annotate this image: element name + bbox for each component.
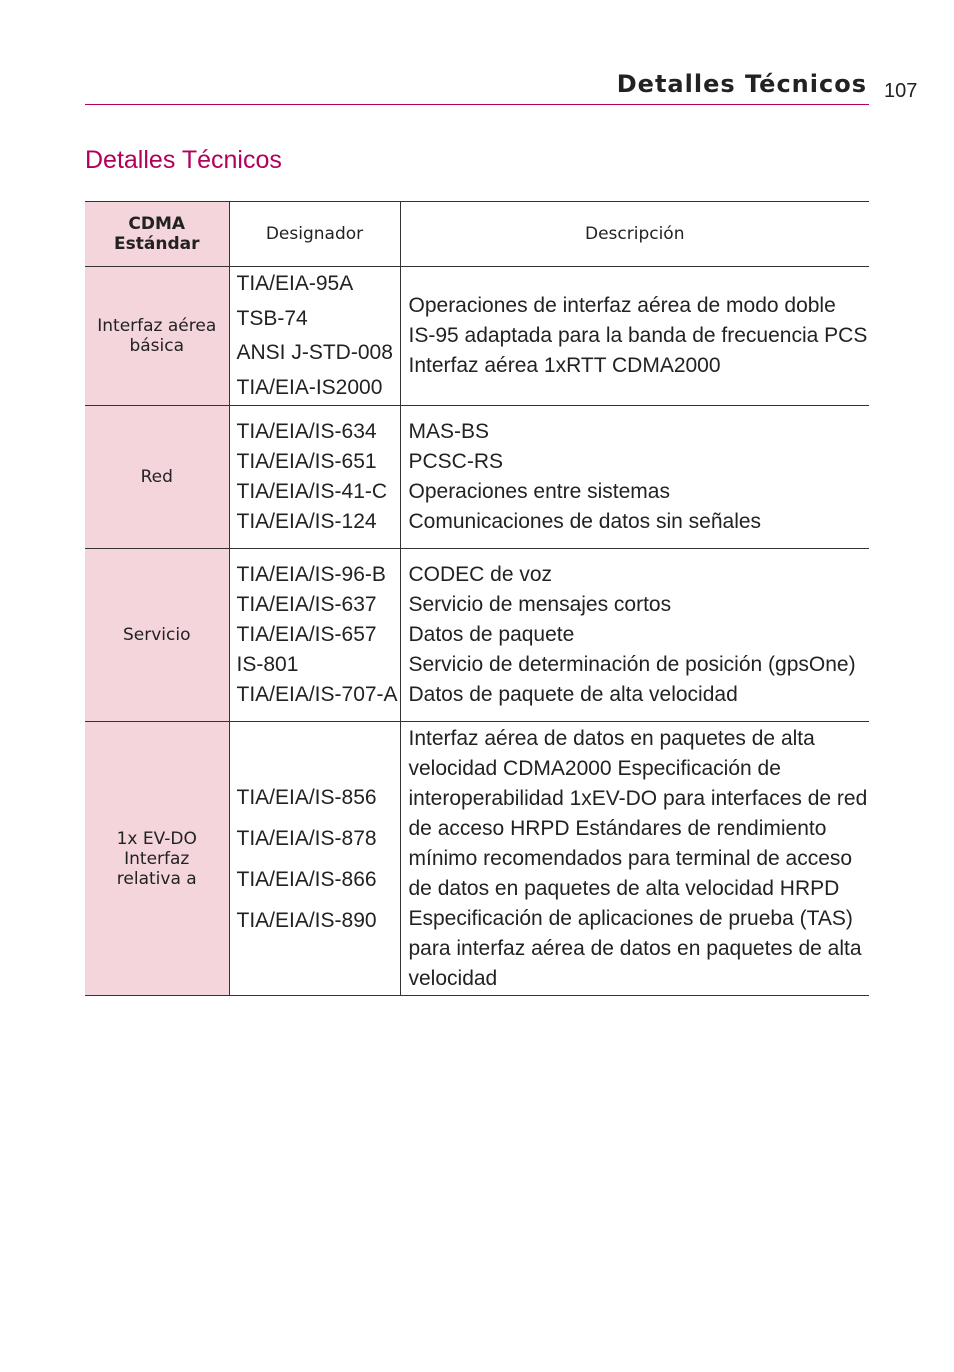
designator-item: IS-801	[236, 653, 299, 676]
page-number: 107	[884, 80, 918, 102]
category-line: Red	[140, 467, 173, 487]
description-item: IS-95 adaptada para la banda de frecuencia PCS	[408, 324, 868, 347]
designator-item: TIA/EIA/IS-890	[236, 908, 377, 932]
category-line: relativa a	[116, 868, 197, 889]
category-cell	[85, 722, 229, 996]
designator-item: TIA/EIA/IS-637	[236, 593, 377, 616]
header-designator: Designador	[229, 202, 400, 267]
category-cell	[85, 406, 229, 549]
designator-cell	[229, 549, 400, 722]
description-item: CODEC de voz	[408, 563, 553, 586]
category-line: Interfaz aérea	[97, 316, 217, 336]
category-line: Servicio	[123, 625, 191, 645]
description-item: Servicio de determinación de posición (gpsOne)	[408, 653, 856, 676]
description-cell	[400, 549, 869, 722]
description-item: Datos de paquete	[408, 623, 575, 646]
description-paragraph: Interfaz aérea de datos en paquetes de alta velocidad CDMA2000 Especificación de interoperabilidad 1xEV-DO para interfaces de red de acceso HRPD Estándares de rendimiento mínimo recomendados para terminal de acceso de datos en paquetes de alta velocidad HRPD Especificación de aplicaciones de prueba (TAS) para interfaz aérea de datos en paquetes de alta velocidad	[408, 726, 868, 990]
designator-item: TIA/EIA/IS-707-A	[236, 683, 398, 706]
header-cdma-standard	[85, 202, 229, 267]
running-title: Detalles Técnicos	[616, 70, 867, 98]
technical-specs-table	[85, 201, 869, 996]
description-cell	[400, 267, 869, 406]
description-cell	[400, 406, 869, 549]
category-line: 1x EV-DO	[116, 828, 197, 849]
designator-item: TIA/EIA/IS-124	[236, 510, 377, 533]
category-line: Interfaz	[124, 848, 190, 869]
running-header	[85, 66, 869, 105]
designator-item: TSB-74	[236, 306, 308, 330]
designator-cell	[229, 406, 400, 549]
category-cell	[85, 549, 229, 722]
designator-item: TIA/EIA/IS-657	[236, 623, 377, 646]
designator-item: TIA/EIA/IS-866	[236, 867, 377, 891]
table-header-row	[85, 202, 869, 267]
category-line: básica	[129, 336, 185, 356]
table-row	[85, 406, 869, 549]
description-item: Datos de paquete de alta velocidad	[408, 683, 738, 706]
table-row	[85, 722, 869, 996]
designator-item: TIA/EIA/IS-41-C	[236, 480, 388, 503]
designator-item: TIA/EIA/IS-651	[236, 450, 377, 473]
description-item: Servicio de mensajes cortos	[408, 593, 672, 616]
header-standard-line: CDMA	[128, 214, 186, 234]
designator-cell	[229, 722, 400, 996]
header-description: Descripción	[584, 224, 685, 244]
designator-item: TIA/EIA-95A	[236, 272, 354, 295]
category-cell	[85, 267, 229, 406]
designator-cell	[229, 267, 400, 406]
designator-item: TIA/EIA/IS-634	[236, 420, 377, 443]
table-row	[85, 549, 869, 722]
description-item: MAS-BS	[408, 420, 490, 443]
designator-item: ANSI J-STD-008	[236, 341, 393, 364]
description-item: PCSC-RS	[408, 450, 504, 473]
description-cell	[400, 722, 869, 996]
description-item: Operaciones de interfaz aérea de modo doble	[408, 294, 836, 317]
table-row	[85, 267, 869, 406]
section-title: Detalles Técnicos	[85, 146, 282, 174]
designator-item: TIA/EIA-IS2000	[236, 375, 383, 399]
description-item: Comunicaciones de datos sin señales	[408, 510, 762, 533]
header-standard-line: Estándar	[114, 234, 200, 254]
description-item: Operaciones entre sistemas	[408, 480, 670, 503]
description-item: Interfaz aérea 1xRTT CDMA2000	[408, 354, 721, 377]
designator-item: TIA/EIA/IS-96-B	[236, 563, 386, 586]
designator-item: TIA/EIA/IS-856	[236, 785, 377, 809]
designator-item: TIA/EIA/IS-878	[236, 826, 377, 850]
